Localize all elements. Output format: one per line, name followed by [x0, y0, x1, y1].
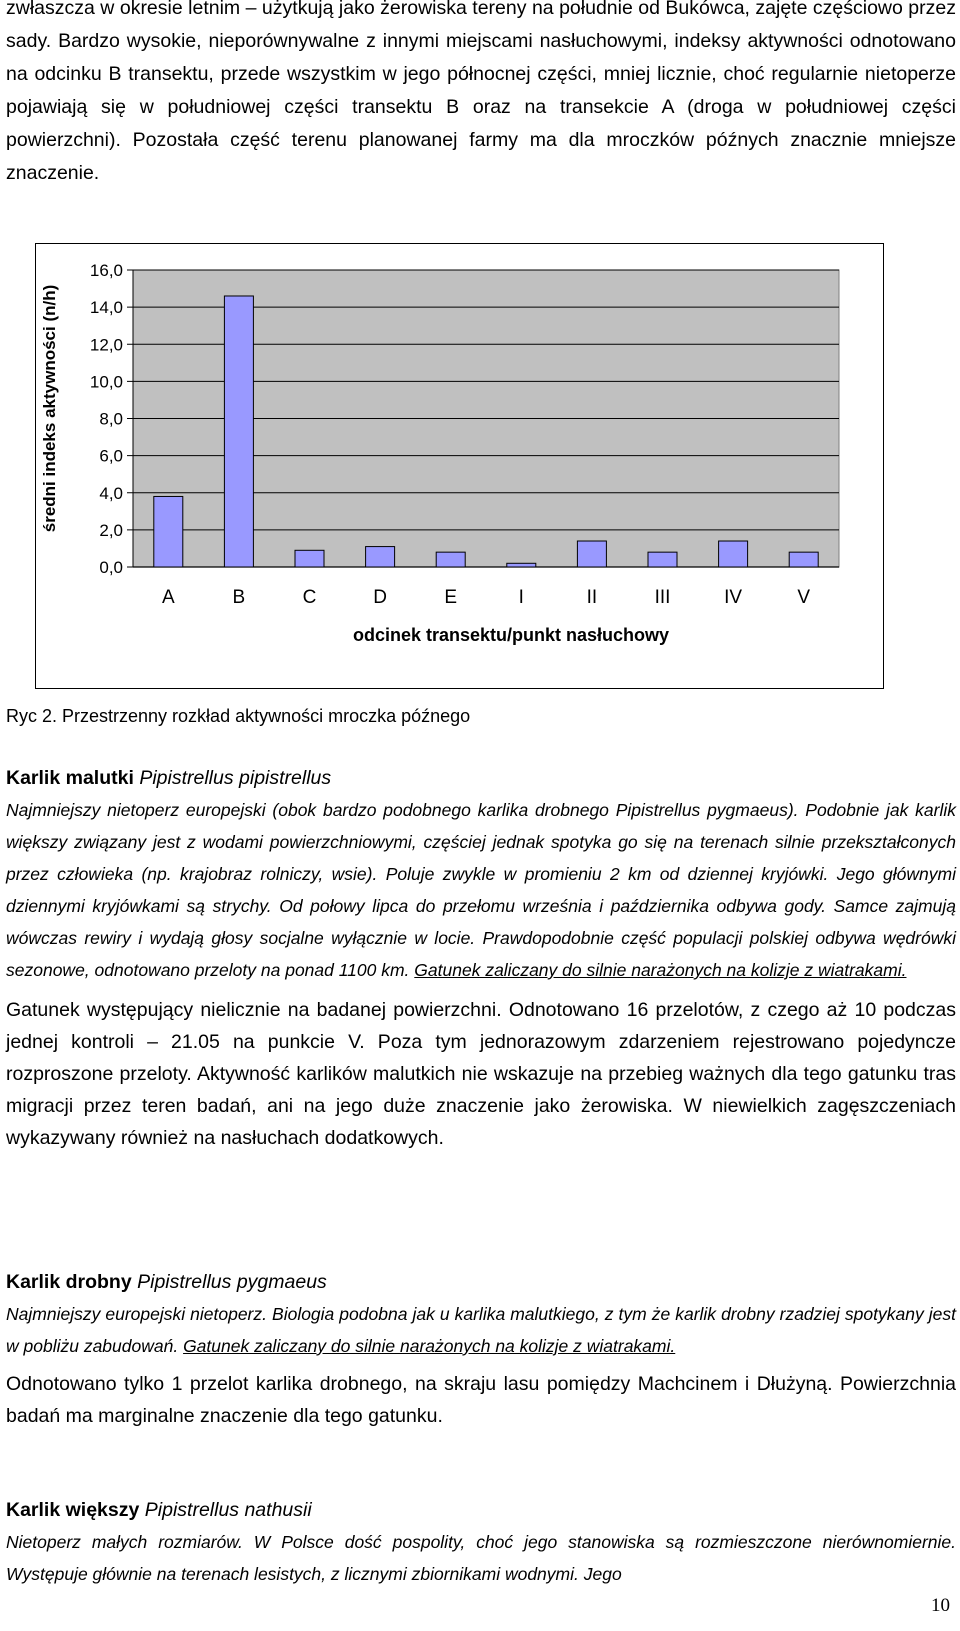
bar-chart-svg	[36, 244, 885, 690]
x-tick-label: I	[518, 587, 524, 608]
bar-E	[436, 552, 465, 567]
x-tick-label: A	[161, 587, 175, 608]
species-name-pl: Karlik malutki	[6, 767, 134, 789]
species-description	[6, 1526, 956, 1590]
y-tick-label: 10,0	[89, 372, 123, 392]
y-tick-label: 16,0	[89, 261, 123, 280]
x-tick-label: B	[232, 587, 246, 608]
desc-text-2: ). Podobnie jak karlik większy związany jest z wodami powierzchniowymi, częściej jednak spotyka go się na terenach silnie przekształconych przez człowieka (np. krajobraz rolniczy, wsie). Poluje zwykle w promieniu 2 km od dziennej kryjówki. Jego głównymi dziennymi kryjówkami są strychy. Od połowy lipca do przełomu września i października odbywa gody. Samce zajmują wówczas rewiry i wydają głosy socjalne wyłącznie w locie. Prawdopodobnie część populacji polskiej odbywa wędrówki sezonowe, odnotowano przeloty na ponad 1100 km.	[6, 800, 957, 980]
y-tick-label: 4,0	[99, 483, 123, 503]
species-description	[6, 794, 956, 986]
y-tick-label: 6,0	[99, 446, 123, 466]
desc-text: Najmniejszy nietoperz europejski (obok bardzo podobnego karlika drobnego	[6, 800, 616, 820]
bar-B	[224, 296, 253, 567]
y-axis-title: średni indeks aktywności (n/h)	[40, 284, 59, 533]
figure-caption: Ryc 2. Przestrzenny rozkład aktywności mroczka późnego	[6, 706, 471, 726]
collision-risk-note: Gatunek zaliczany do silnie narażonych na kolizje z wiatrakami.	[183, 1336, 676, 1356]
bar-C	[295, 550, 324, 567]
bar-III	[648, 552, 677, 567]
bar-A	[154, 496, 183, 567]
x-tick-label: IV	[724, 587, 743, 608]
y-tick-label: 8,0	[99, 409, 123, 429]
y-tick-label: 0,0	[99, 558, 123, 577]
x-tick-label: E	[444, 587, 458, 608]
section-title	[6, 1269, 956, 1295]
bar-V	[789, 552, 818, 567]
page-number: 10	[931, 1595, 950, 1616]
desc-text: Nietoperz małych rozmiarów. W Polsce dość pospolity, choć jego stanowiska są rozmieszczone nierównomiernie. Występuje głównie na terenach lesistych, z licznymi zbiornikami wodnymi. Jego	[6, 1532, 956, 1584]
intro-paragraph: zwłaszcza w okresie letnim – użytkują jako żerowiska tereny na południe od Bukówca, zajęte częściowo przez sady. Bardzo wysokie, nieporównywalne z innymi miejscami nasłuchowymi, indeksy aktywności odnotowano na odcinku B transektu, przede wszystkim w jego północnej części, mniej licznie, choć regularnie nietoperze pojawiają się w południowej części transektu B oraz na transekcie A (droga w południowej części powierzchni). Pozostała część terenu planowanej farmy ma dla mroczków późnych znacznie mniejsze znaczenie.	[6, 0, 956, 184]
species-body: Gatunek występujący nielicznie na badanej powierzchni. Odnotowano 16 przelotów, z czego aż 10 podczas jednej kontroli – 21.05 na punkcie V. Poza tym jednorazowym zdarzeniem rejestrowano pojedyncze rozproszone przeloty. Aktywność karlików malutkich nie wskazuje na przebieg ważnych dla tego gatunku tras migracji przez teren badań, ani na jego duże znaczenie jako żerowiska. W niewielkich zagęszczeniach wykazywany również na nasłuchach dodatkowych.	[6, 999, 956, 1149]
species-name-lat: Pipistrellus nathusii	[144, 1499, 312, 1521]
collision-risk-note: Gatunek zaliczany do silnie narażonych na kolizje z wiatrakami.	[414, 960, 907, 980]
y-tick-label: 2,0	[99, 520, 123, 540]
activity-chart	[35, 243, 884, 689]
section-title	[6, 765, 956, 791]
section-karlik-malutki	[6, 765, 956, 1154]
x-tick-label: II	[586, 587, 598, 608]
bar-II	[577, 541, 606, 567]
bar-D	[366, 547, 395, 567]
desc-latin: Pipistrellus pygmaeus	[615, 800, 788, 820]
desc-text: Najmniejszy europejski nietoperz. Biologia podobna jak u karlika malutkiego, z tym że karlik drobny rzadziej spotykany jest w pobliżu zabudowań.	[6, 1304, 956, 1356]
bar-IV	[719, 541, 748, 567]
species-name-lat: Pipistrellus pipistrellus	[139, 767, 332, 789]
species-name-pl: Karlik drobny	[6, 1271, 132, 1293]
species-name-lat: Pipistrellus pygmaeus	[137, 1271, 327, 1293]
x-axis-title: odcinek transektu/punkt nasłuchowy	[352, 625, 670, 645]
x-tick-label: V	[797, 587, 811, 608]
section-title	[6, 1497, 956, 1523]
section-karlik-drobny	[6, 1269, 956, 1432]
bar-I	[507, 563, 536, 567]
x-tick-label: C	[302, 587, 317, 608]
y-tick-label: 14,0	[89, 298, 123, 318]
species-body: Odnotowano tylko 1 przelot karlika drobnego, na skraju lasu pomiędzy Machcinem i Dłużyną. Powierzchnia badań ma marginalne znaczenie dla tego gatunku.	[6, 1373, 956, 1427]
x-tick-label: III	[654, 587, 671, 608]
section-karlik-wiekszy	[6, 1497, 956, 1590]
species-description	[6, 1298, 956, 1362]
species-name-pl: Karlik większy	[6, 1499, 140, 1521]
y-tick-label: 12,0	[89, 335, 123, 355]
x-tick-label: D	[373, 587, 387, 608]
